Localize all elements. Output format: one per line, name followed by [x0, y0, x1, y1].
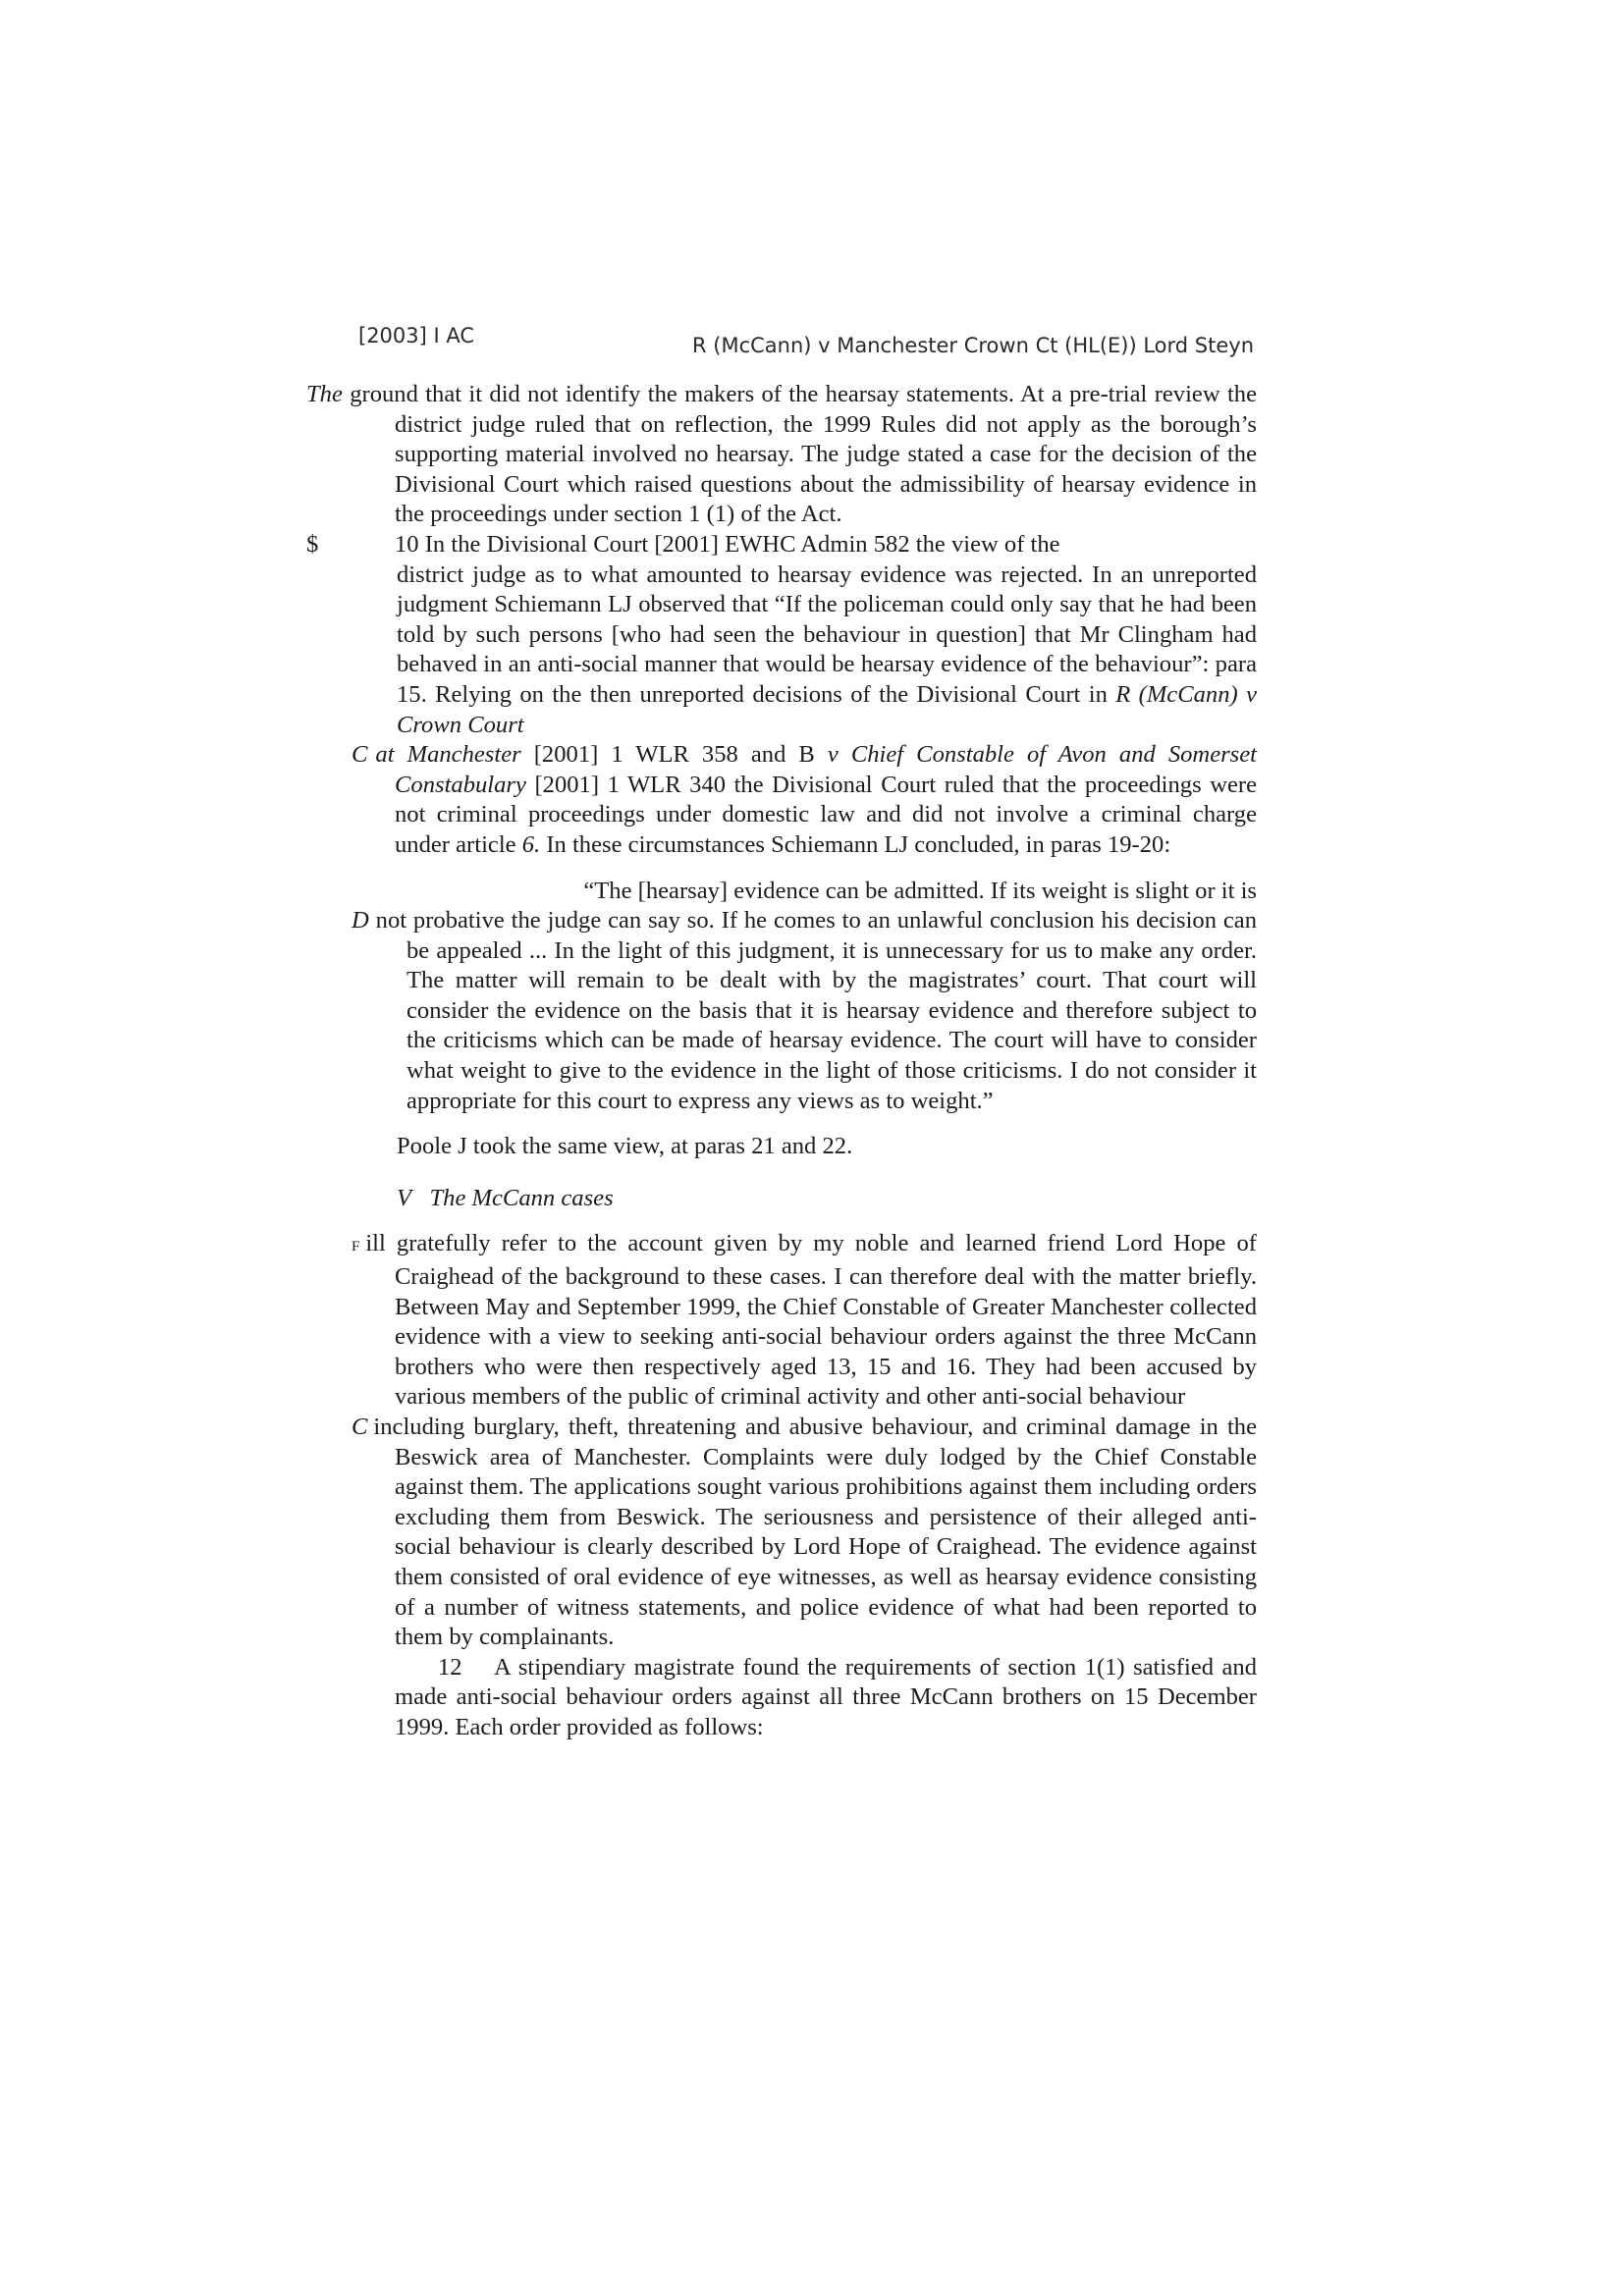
- paragraph-12: 12 A stipendiary magistrate found the requirements of section 1(1) satisfied and made anti-social behaviour orders against all three McCann brothers on 15 December 1999. Each order provided as follows:: [395, 1653, 1264, 1740]
- margin-letter: F: [352, 1239, 360, 1255]
- paragraph-text: [2001] 1 WLR 358 and B: [520, 741, 828, 769]
- paragraph-10-first-line: 10 In the Divisional Court [2001] EWHC Admin 582 the view of the: [395, 530, 1060, 558]
- page-body: [306, 380, 1264, 1743]
- paragraph-11-continued: [352, 1413, 1257, 1653]
- margin-letter: C: [352, 741, 368, 769]
- block-quote: [352, 877, 1257, 1117]
- margin-letter: D: [352, 907, 369, 934]
- quote-first-line: “The [hearsay] evidence can be admitted. If its weight is slight or it is: [583, 877, 1257, 904]
- paragraph-text: In these circumstances Schiemann LJ concluded, in paras 19-20:: [540, 830, 1171, 858]
- case-citation: R (McCann) v Crown Court: [397, 680, 1257, 738]
- margin-letter: The: [306, 381, 343, 407]
- paragraph-11: [352, 1229, 1257, 1413]
- paragraph-text: ill gratefully refer to the account given by my noble and learned friend Lord Hope of Craighead of the background to these cases. I can therefore deal with the matter briefly. Between May and September 1999, the Chief Constable of Greater Manchester collected evidence with a view to seeking anti-social behaviour orders against the three McCann brothers who were then respectively aged 13, 15 and 16. They had been accused by various members of the public of criminal activity and other anti-social behaviour: [365, 1230, 1257, 1411]
- section-number: V: [397, 1184, 412, 1211]
- case-citation: v Chief Constable of Avon and Somerset Constabulary: [395, 741, 1257, 798]
- quote-text: not probative the judge can say so. If he comes to an unlawful conclusion his decision can be appealed ... In the light of this judgment, it is unnecessary for us to make any order. The matter will remain to be dealt with by the magistrates’ court. That court will consider the evidence on the basis that it is hearsay evidence and therefore subject to the criticisms which can be made of hearsay evidence. The court will have to consider what weight to give to the evidence in the light of those criticisms. I do not consider it appropriate for this court to express any views as to weight.”: [375, 907, 1257, 1114]
- paragraph-text: ground that it did not identify the makers of the hearsay statements. At a pre-trial review the district judge ruled that on reflection, the 1999 Rules did not apply as the borough’s supporting material involved no hearsay. The judge stated a case for the decision of the Divisional Court which raised questions about the admissibility of hearsay evidence in the proceedings under section 1 (1) of the Act.: [350, 381, 1257, 528]
- margin-letter: C: [352, 1414, 368, 1440]
- paragraph-10: [306, 530, 1257, 740]
- running-header-citation: [2003] I AC: [358, 324, 475, 347]
- paragraph-10-continued: [352, 740, 1257, 860]
- paragraph-continuation: [306, 380, 1257, 530]
- section-title: The McCann cases: [429, 1184, 614, 1211]
- margin-letter: $: [306, 530, 319, 558]
- paragraph-text: [2001] 1 WLR 340 the Divisional Court ruled that the proceedings were not criminal proceedings under domestic law and did not involve a criminal charge under article: [395, 771, 1257, 858]
- paragraph-10-body: [395, 561, 1257, 741]
- quote-body: [352, 906, 1257, 1116]
- paragraph-text: district judge as to what amounted to hearsay evidence was rejected. In an unreported judgment Schiemann LJ observed that “If the policeman could only say that he had been told by such persons [who had seen the behaviour in question] that Mr Clingham had behaved in an anti-social manner that would be hearsay evidence of the behaviour”: para 15. Relying on the then unreported decisions of the Divisional Court in: [397, 561, 1257, 708]
- section-heading: [352, 1184, 1257, 1214]
- case-citation: at Manchester: [375, 741, 521, 769]
- article-number: 6.: [521, 830, 541, 858]
- running-header-title: R (McCann) v Manchester Crown Ct (HL(E)) Lord Steyn: [692, 334, 1255, 357]
- paragraph-poole: Poole J took the same view, at paras 21 and 22.: [397, 1133, 853, 1160]
- paragraph-text: including burglary, theft, threatening and abusive behaviour, and criminal damage in the Beswick area of Manchester. Complaints were duly lodged by the Chief Constable against them. The applications sought various prohibitions against them including orders excluding them from Beswick. The seriousness and persistence of their alleged anti-social behaviour is clearly described by Lord Hope of Craighead. The evidence against them consisted of oral evidence of eye witnesses, as well as hearsay evidence consisting of a number of witness statements, and police evidence of what had been reported to them by complainants.: [373, 1414, 1257, 1651]
